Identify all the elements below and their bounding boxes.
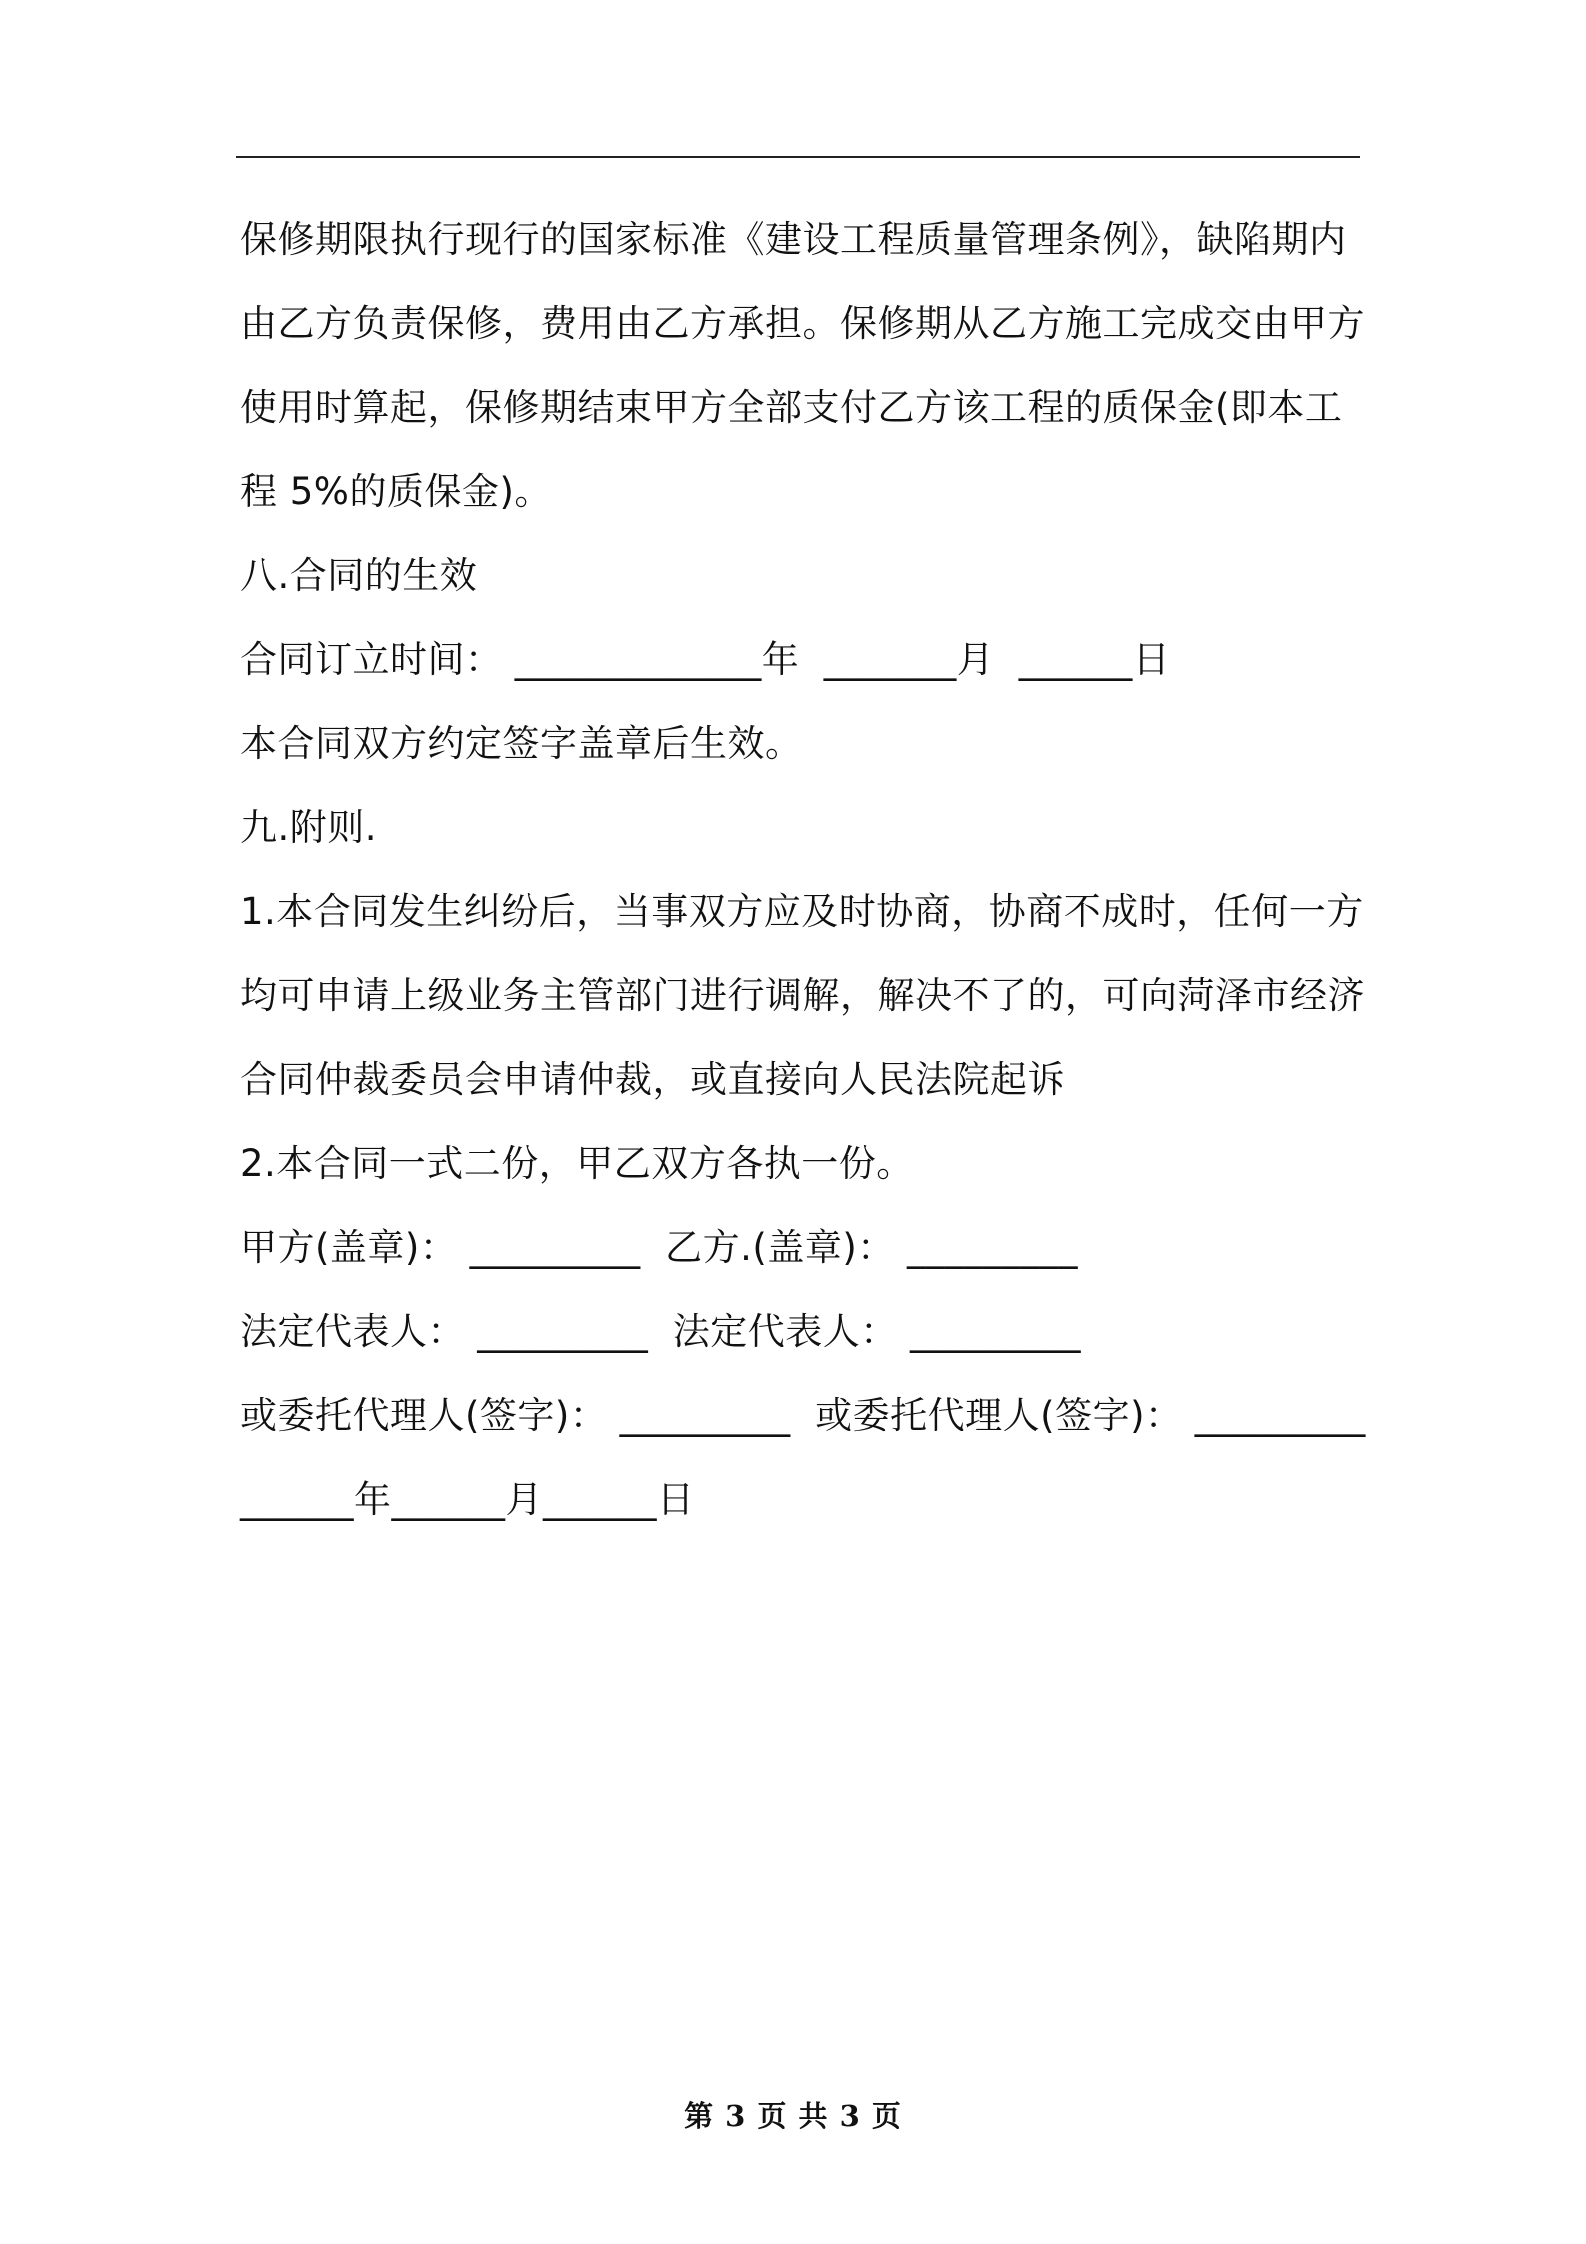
paragraph-line: 均可申请上级业务主管部门进行调解，解决不了的，可向菏泽市经济	[240, 974, 1365, 1017]
signature-agent-line: 或委托代理人(签字)： _________ 或委托代理人(签字)： _________	[240, 1394, 1366, 1437]
paragraph-line: 使用时算起，保修期结束甲方全部支付乙方该工程的质保金(即本工	[240, 386, 1343, 429]
signature-representative-line: 法定代表人： _________ 法定代表人： _________	[240, 1310, 1082, 1353]
paragraph-line: 1.本合同发生纠纷后，当事双方应及时协商，协商不成时，任何一方	[240, 890, 1364, 933]
document-body	[240, 198, 1366, 1542]
contract-date-line: 合同订立时间： _____________年 _______月 ______日	[240, 638, 1171, 681]
page-number: 第 3 页 共 3 页	[684, 2099, 902, 2133]
header-rule	[236, 156, 1360, 158]
paragraph-line: 本合同双方约定签字盖章后生效。	[240, 722, 803, 765]
paragraph-line: 程 5%的质保金)。	[240, 470, 552, 513]
section-heading-effect: 八.合同的生效	[240, 554, 478, 597]
signature-date-line: ______年______月______日	[240, 1478, 695, 1521]
paragraph-line: 由乙方负责保修，费用由乙方承担。保修期从乙方施工完成交由甲方	[240, 302, 1365, 345]
paragraph-line: 2.本合同一式二份，甲乙双方各执一份。	[240, 1142, 914, 1185]
section-heading-appendix: 九.附则.	[240, 806, 378, 849]
paragraph-line: 保修期限执行现行的国家标准《建设工程质量管理条例》，缺陷期内	[240, 218, 1347, 261]
signature-seal-line: 甲方(盖章)： _________ 乙方.(盖章)： _________	[240, 1226, 1079, 1269]
paragraph-line: 合同仲裁委员会申请仲裁，或直接向人民法院起诉	[240, 1058, 1065, 1101]
